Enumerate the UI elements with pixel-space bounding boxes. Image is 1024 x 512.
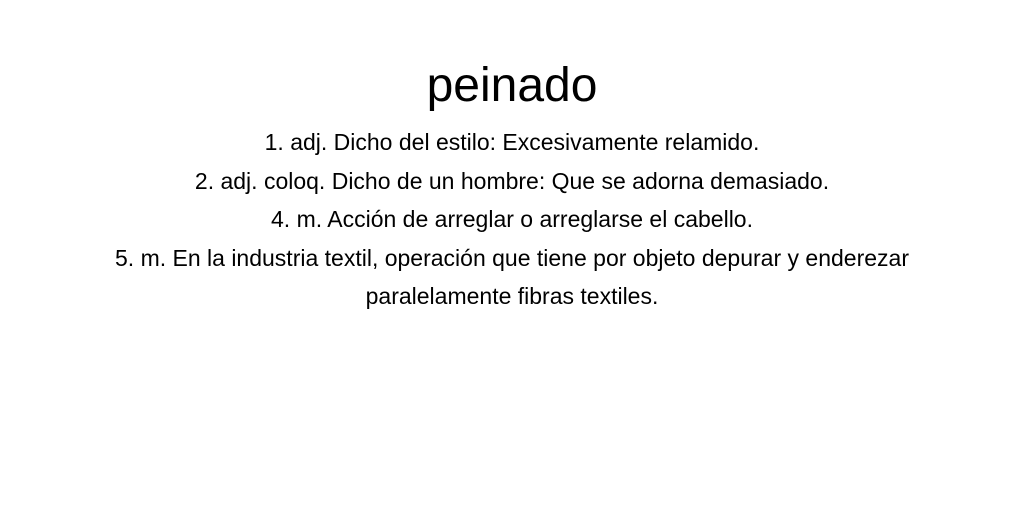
definition-item: 4. m. Acción de arreglar o arreglarse el cabello.	[271, 206, 753, 232]
headword: peinado	[426, 59, 598, 112]
definition-item: 2. adj. coloq. Dicho de un hombre: Que se adorna demasiado.	[194, 167, 830, 194]
definition-item: 5. m. En la industria textil, operación que tiene por objeto depurar y enderezar paralelamente fibras textiles.	[115, 244, 909, 309]
definition-item: 1. adj. Dicho del estilo: Excesivamente relamido.	[264, 129, 760, 155]
definition-list	[62, 123, 962, 316]
